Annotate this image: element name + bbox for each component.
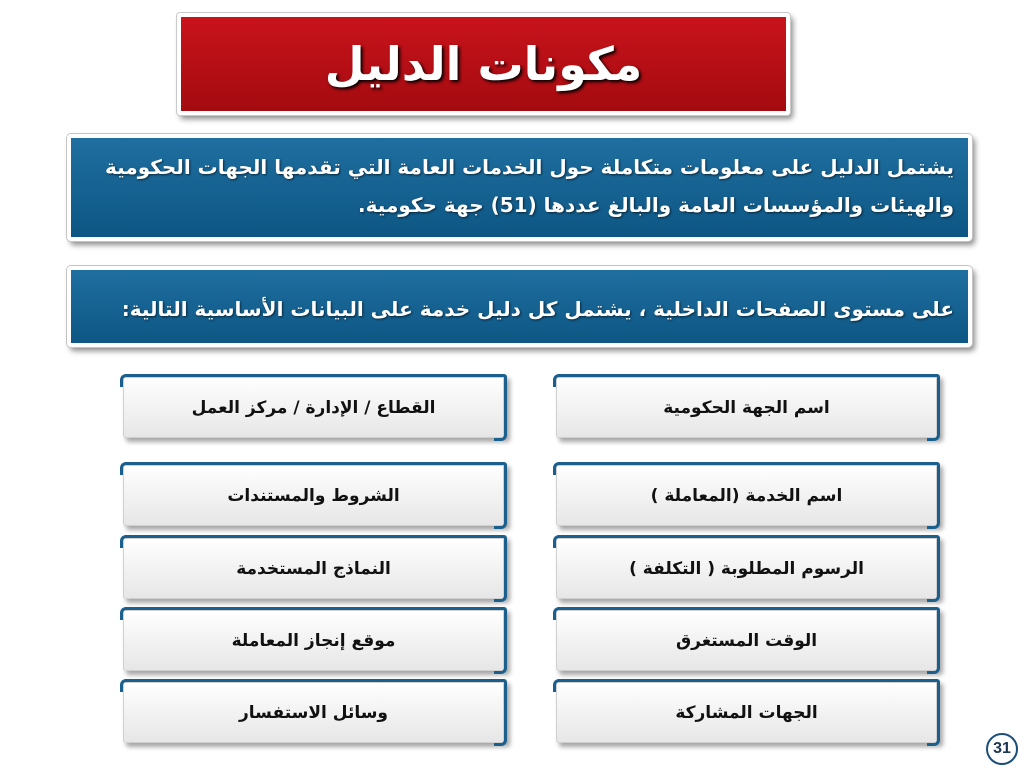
item-label: القطاع / الإدارة / مركز العمل [191, 397, 436, 418]
item-forms-used [123, 535, 507, 599]
intro-line-2: والهيئات والمؤسسات العامة والبالغ عددها (51) جهة حكومية. [358, 193, 954, 217]
page-title: مكونات الدليل [324, 37, 643, 91]
item-label: الرسوم المطلوبة ( التكلفة ) [629, 558, 864, 579]
page-number: 31 [986, 733, 1018, 765]
item-government-entity-name [556, 374, 940, 438]
item-conditions-documents [123, 462, 507, 526]
item-sector-department [123, 374, 507, 438]
intro-line-1: يشتمل الدليل على معلومات متكاملة حول الخدمات العامة التي تقدمها الجهات الحكومية [105, 155, 954, 179]
item-label: اسم الخدمة (المعاملة ) [650, 485, 843, 506]
item-label: الوقت المستغرق [675, 630, 818, 651]
item-service-name [556, 462, 940, 526]
item-label: النماذج المستخدمة [236, 558, 391, 579]
item-label: وسائل الاستفسار [239, 702, 388, 723]
subheading-box [67, 266, 972, 347]
item-label: موقع إنجاز المعاملة [231, 630, 396, 651]
item-completion-location [123, 607, 507, 671]
item-time-taken [556, 607, 940, 671]
item-participating-entities [556, 679, 940, 743]
item-label: الشروط والمستندات [227, 485, 400, 506]
item-required-fees [556, 535, 940, 599]
item-label: اسم الجهة الحكومية [663, 397, 830, 418]
item-inquiry-methods [123, 679, 507, 743]
subheading-text: على مستوى الصفحات الداخلية ، يشتمل كل دليل خدمة على البيانات الأساسية التالية: [121, 297, 954, 321]
item-label: الجهات المشاركة [675, 702, 818, 723]
intro-box [67, 134, 972, 241]
title-banner [177, 13, 790, 115]
